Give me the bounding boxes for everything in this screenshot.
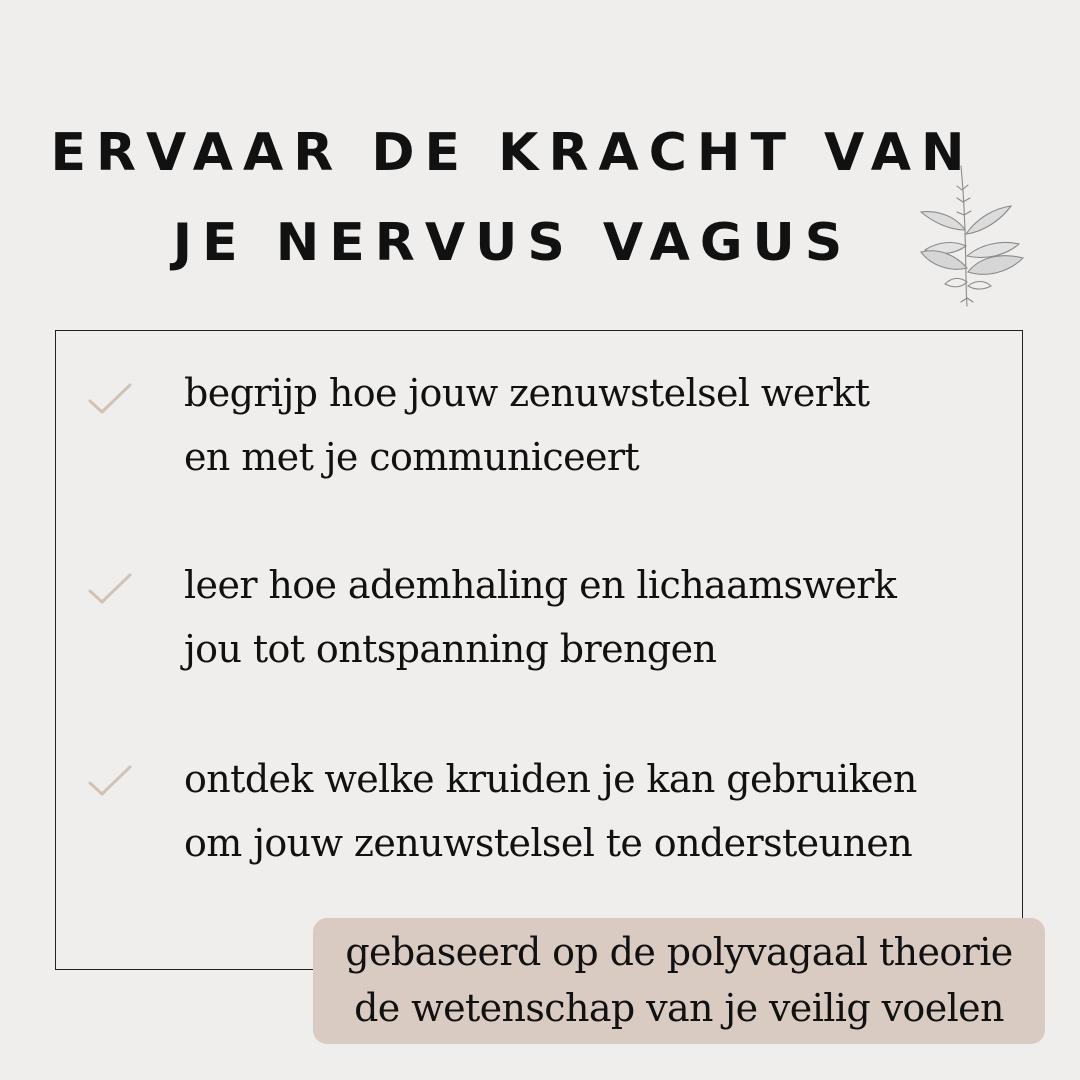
benefit-text: ontdek welke kruiden je kan gebruiken om jouw zenuwstelsel te ondersteunen <box>184 757 917 865</box>
herb-sprig-icon <box>915 160 1027 308</box>
checkmark-icon <box>86 381 134 417</box>
benefit-text: leer hoe ademhaling en lichaamswerk jou tot ontspanning brengen <box>184 563 897 671</box>
benefit-text: begrijp hoe jouw zenuwstelsel werkt en met je communiceert <box>184 371 870 479</box>
checkmark-icon <box>86 571 134 607</box>
headline-line-2: JE NERVUS VAGUS <box>172 213 853 273</box>
headline <box>0 108 1025 288</box>
headline-line-1: ERVAAR DE KRACHT VAN <box>50 123 975 183</box>
benefits-box <box>55 330 1023 970</box>
checkmark-icon <box>86 763 134 799</box>
footer-badge-text: gebaseerd op de polyvagaal theorie de wetenschap van je veilig voelen <box>345 930 1013 1030</box>
footer-badge <box>313 918 1045 1044</box>
